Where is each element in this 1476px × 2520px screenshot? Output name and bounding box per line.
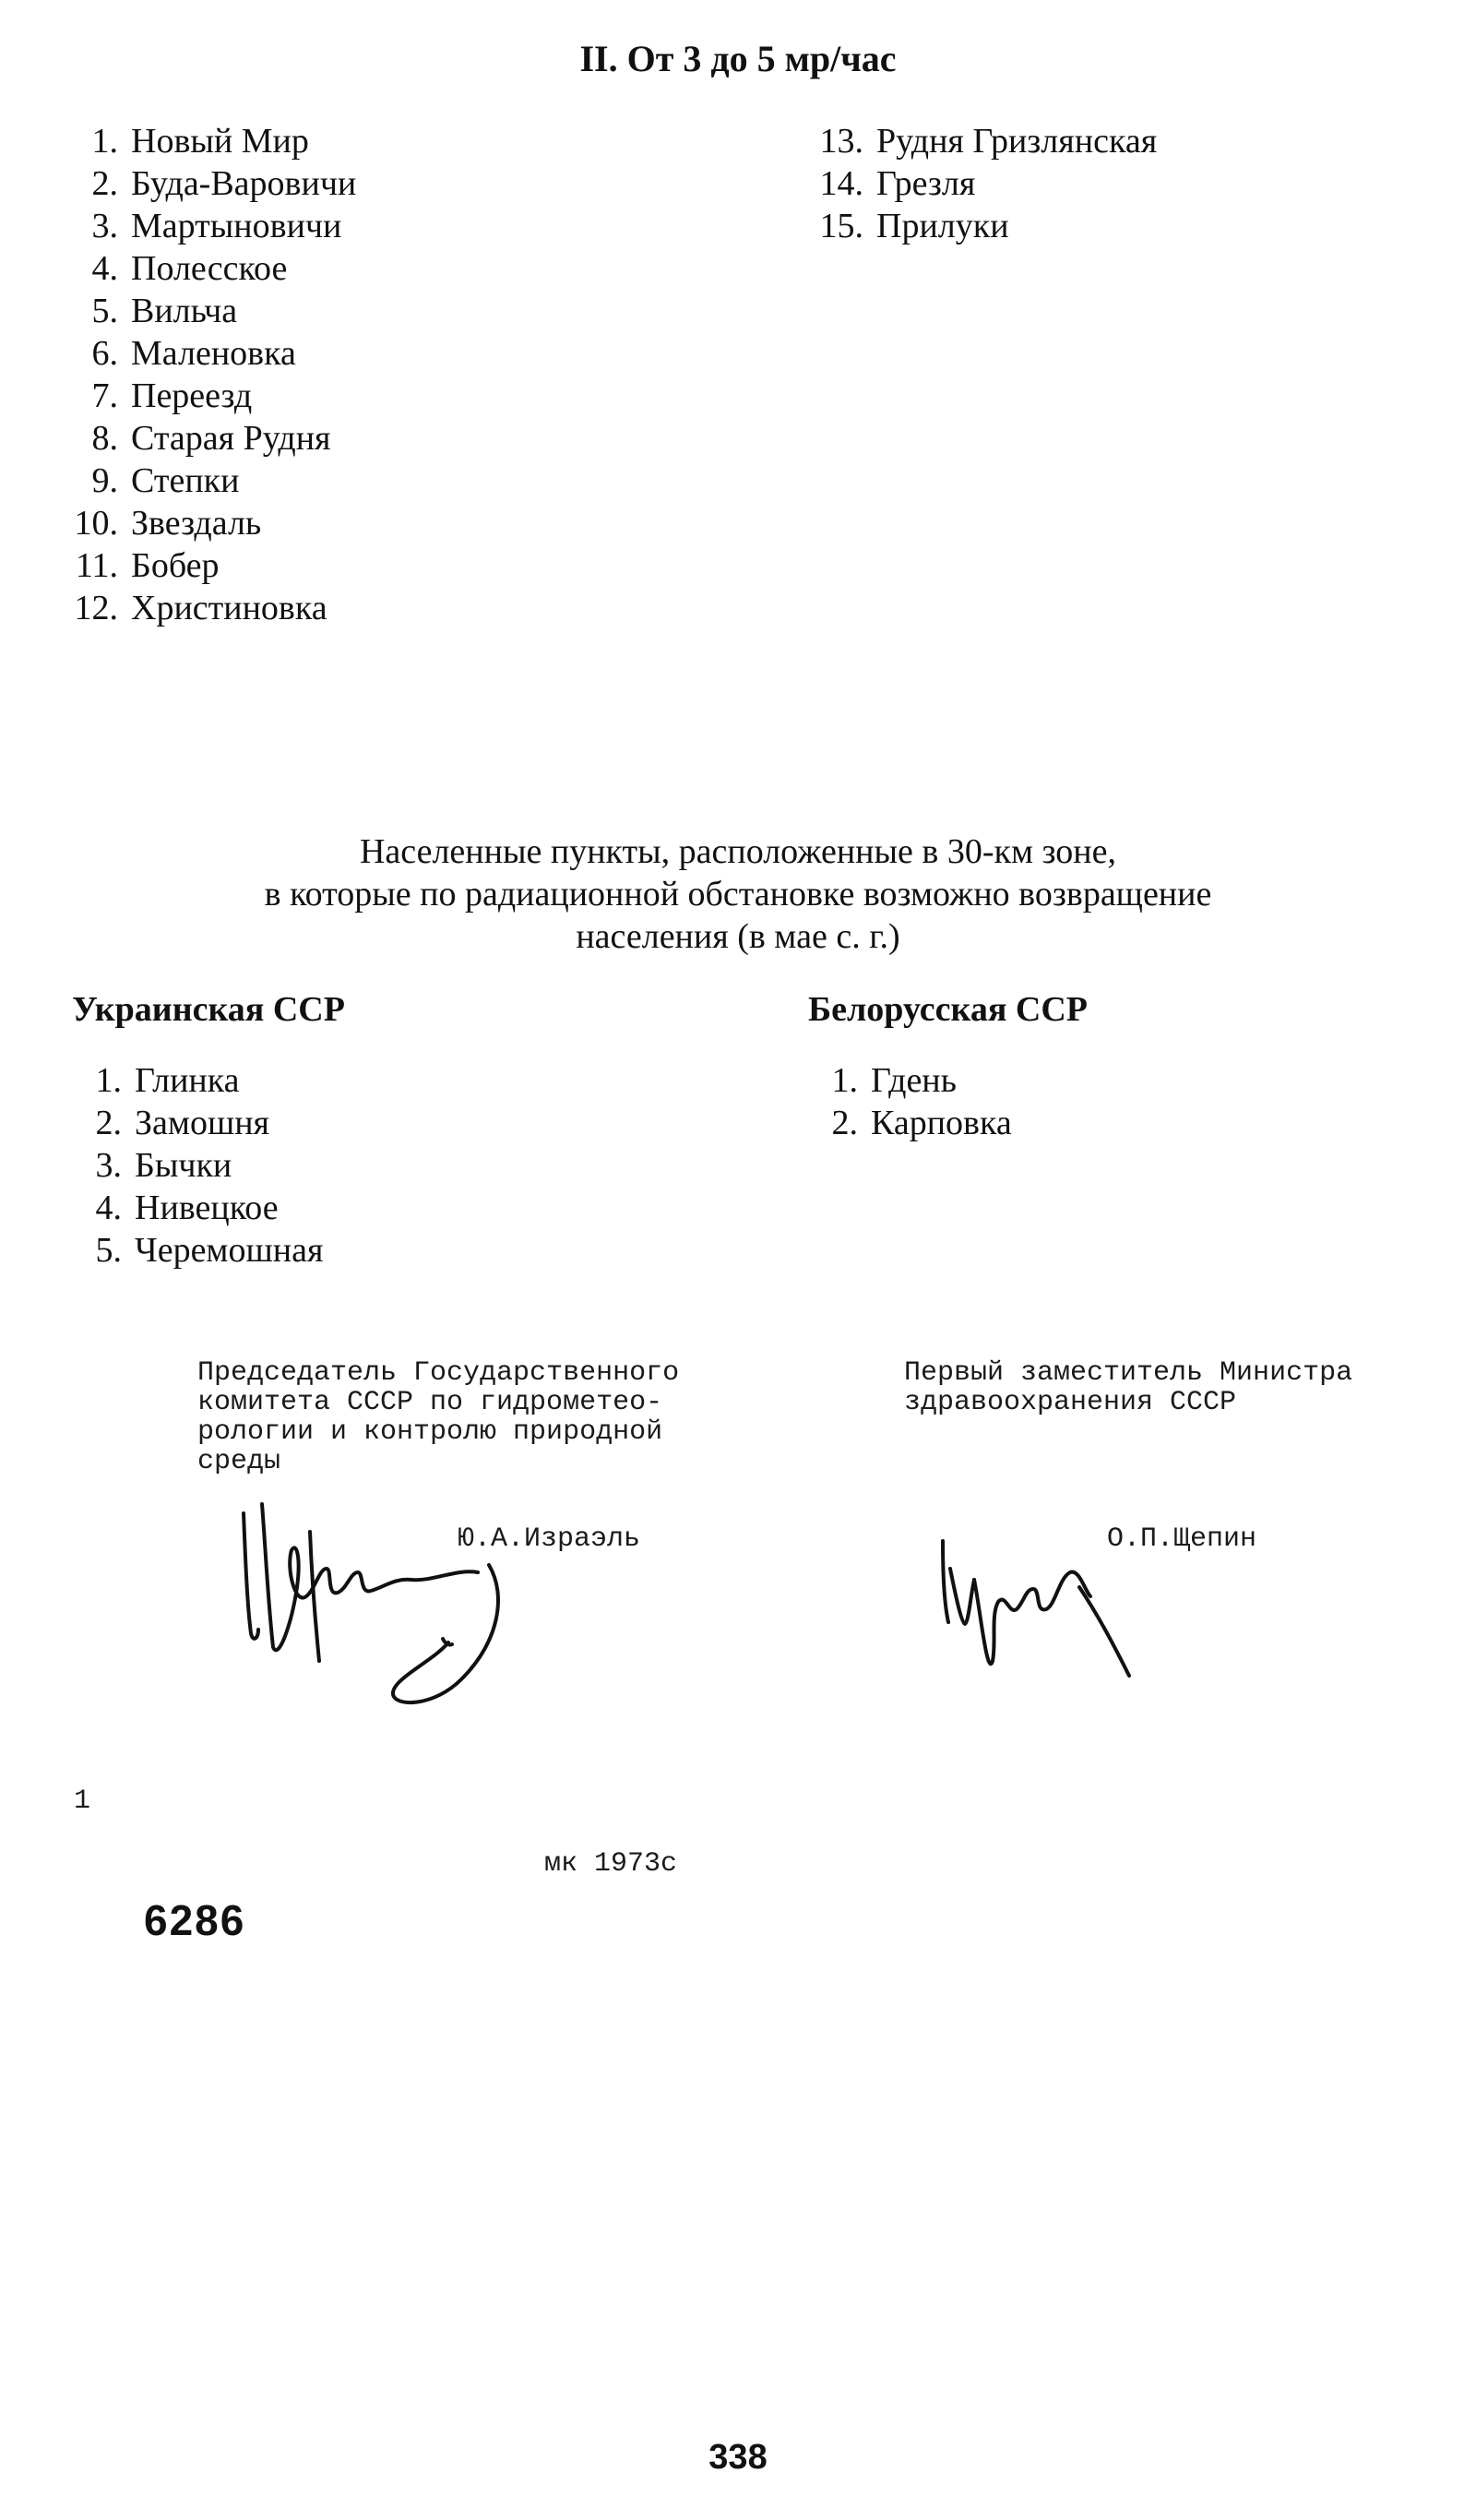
settlement-name: Глинка [135,1061,240,1100]
item-number: 3. [95,1146,122,1185]
settlement-name: Полесское [131,249,288,288]
signatory-title-line: Председатель Государственного [197,1357,680,1389]
item-number: 8. [91,419,118,458]
item-number: 5. [91,292,118,330]
item-number: 2. [95,1104,122,1142]
list-item [72,1102,323,1144]
zone-title-line: населения (в мае с. г.) [576,917,900,956]
item-number: 1. [831,1061,858,1100]
settlement-name: Бычки [135,1146,232,1185]
page-number: 338 [708,2438,768,2477]
ukraine-heading: Украинская ССР [72,990,345,1029]
list-item [37,162,356,205]
item-number: 10. [74,504,118,543]
list-item [37,502,356,544]
list-item [37,205,356,247]
item-number: 2. [831,1104,858,1142]
list-item [72,1187,323,1229]
list-item [775,162,1157,205]
item-number: 6. [91,334,118,373]
item-number: 9. [91,461,118,500]
settlement-name: Новый Мир [131,122,309,161]
list-item [37,417,356,460]
settlement-name: Замошня [135,1104,270,1142]
list-item [37,247,356,290]
list-item [775,205,1157,247]
item-number: 3. [91,207,118,245]
settlement-name: Бобер [131,546,220,585]
item-number: 14. [819,164,863,203]
settlement-name: Переезд [131,376,253,415]
item-number: 4. [95,1188,122,1227]
signatory-title-line: комитета СССР по гидрометео- [197,1387,663,1418]
settlement-name: Буда-Варовичи [131,164,357,203]
list-item [37,544,356,587]
list-item [808,1059,1012,1102]
settlement-name: Звездаль [131,504,262,543]
item-number: 13. [819,122,863,161]
ukraine-list [72,1059,323,1272]
settlement-name: Рудня Гризлянская [876,122,1158,161]
signatory-left-name: Ю.А.Израэль [458,1523,641,1555]
section-heading: II. От 3 до 5 мр/час [579,38,897,79]
list-item [37,375,356,417]
item-number: 4. [91,249,118,288]
settlements-list-right [775,120,1157,247]
settlement-name: Нивецкое [135,1188,279,1227]
signatory-right-name: О.П.Щепин [1107,1523,1257,1555]
signature-left [231,1476,563,1716]
signature-right-drawing [932,1513,1162,1689]
settlement-name: Прилуки [876,207,1009,245]
settlement-name: Черемошная [135,1231,324,1270]
item-number: 5. [95,1231,122,1270]
item-number: 12. [74,589,118,627]
settlement-name: Грезля [876,164,976,203]
settlement-name: Вильча [131,292,238,330]
list-item [72,1059,323,1102]
signatory-title-line: рологии и контролю природной [197,1416,663,1448]
item-number: 1. [91,122,118,161]
belarus-heading: Белорусская ССР [808,990,1088,1029]
signatory-title-line: здравоохранения СССР [904,1387,1237,1418]
list-item [72,1229,323,1272]
item-number: 11. [75,546,118,585]
settlement-name: Маленовка [131,334,296,373]
item-number: 15. [819,207,863,245]
item-number: 2. [91,164,118,203]
signatory-left-title [197,1358,679,1476]
settlement-name: Гдень [871,1061,957,1100]
signatory-title-line: среды [197,1446,281,1477]
list-item [37,587,356,629]
list-item [37,120,356,162]
settlement-name: Христиновка [131,589,327,627]
signature-left-drawing [231,1476,563,1716]
list-item [37,290,356,332]
signatory-right-title [904,1358,1352,1417]
typist-code: мк 1973с [544,1848,678,1880]
list-item [37,460,356,502]
zone-title [0,830,1476,958]
settlement-name: Мартыновичи [131,207,342,245]
zone-title-line: в которые по радиационной обстановке возможно возвращение [264,875,1212,914]
signature-right [932,1513,1162,1689]
belarus-list [808,1059,1012,1144]
settlements-list-left [37,120,356,629]
settlement-name: Карповка [871,1104,1012,1142]
copy-number: 1 [74,1785,91,1817]
document-number: 6286 [144,1896,246,1944]
item-number: 7. [91,376,118,415]
settlement-name: Степки [131,461,240,500]
item-number: 1. [95,1061,122,1100]
list-item [72,1144,323,1187]
list-item [808,1102,1012,1144]
list-item [37,332,356,375]
list-item [775,120,1157,162]
signatory-title-line: Первый заместитель Министра [904,1357,1353,1389]
zone-title-line: Населенные пункты, расположенные в 30-км зоне, [359,832,1117,871]
settlement-name: Старая Рудня [131,419,331,458]
